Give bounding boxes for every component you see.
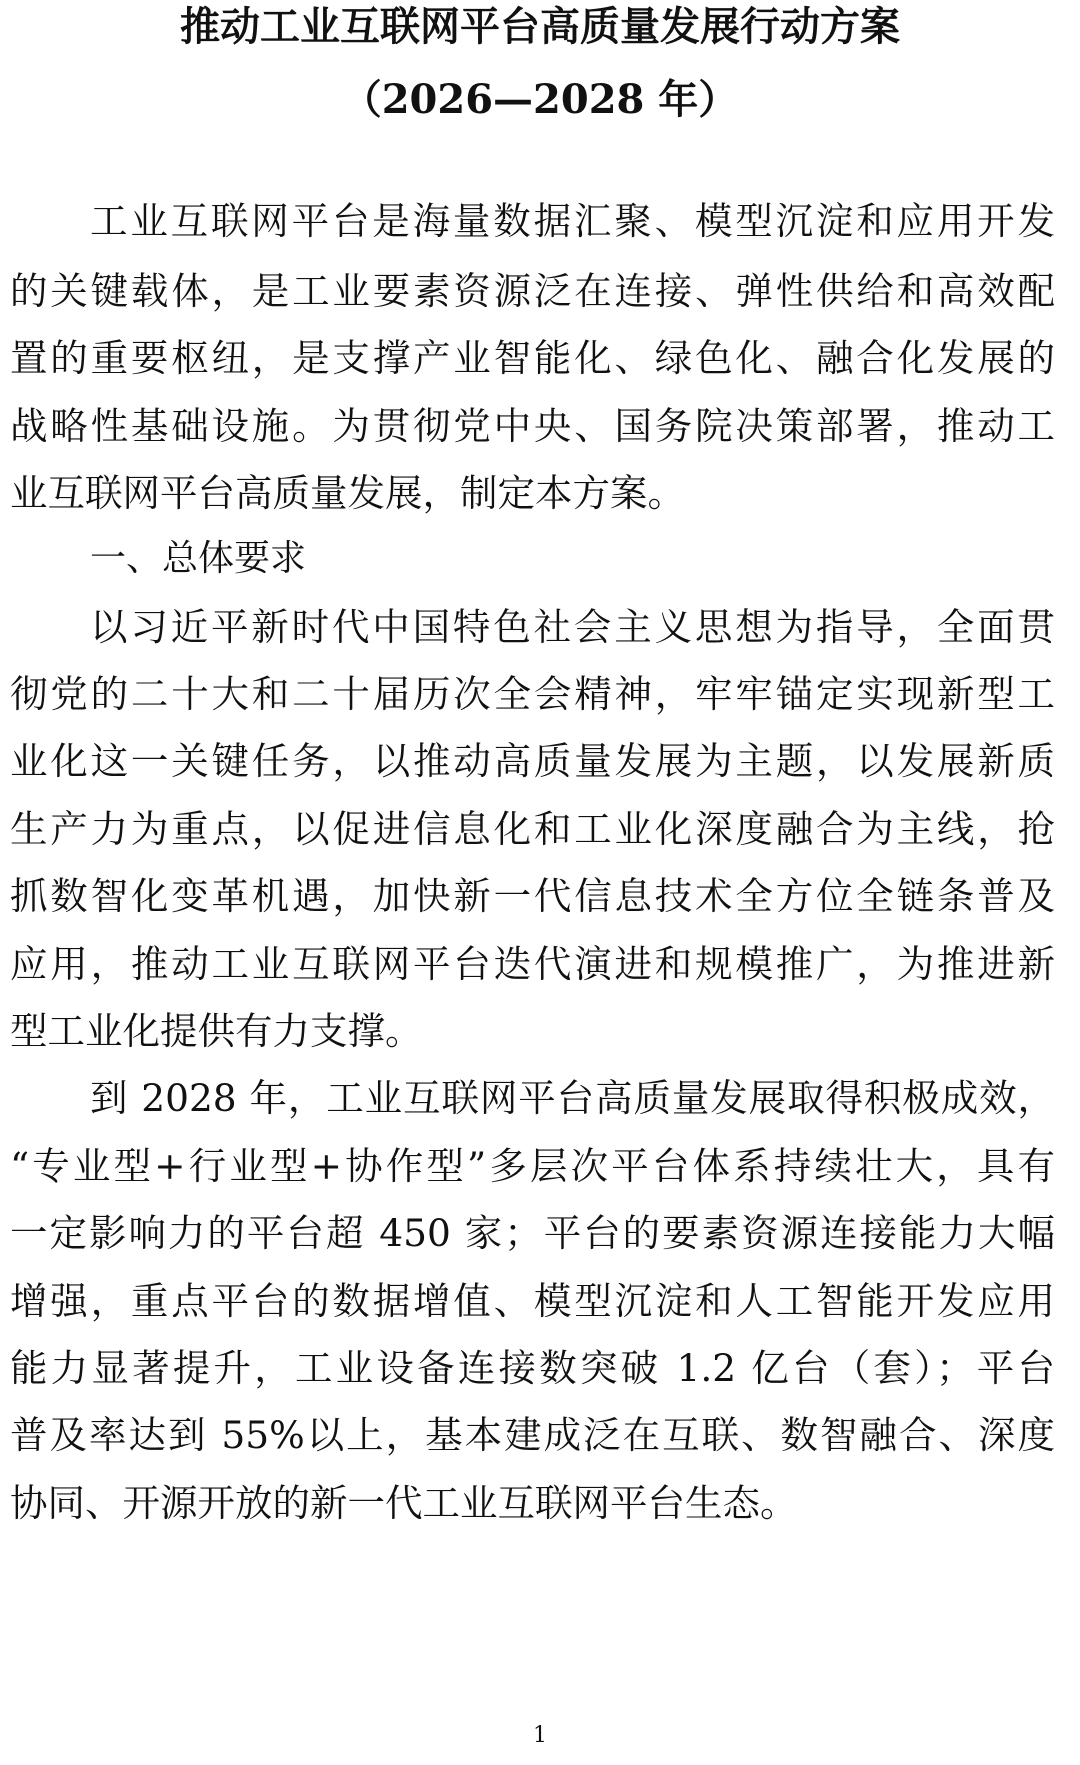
paragraph-1-line: 战略性基础设施。为贯彻党中央、国务院决策部署，推动工 bbox=[10, 404, 1055, 448]
paragraph-3-line: 增强，重点平台的数据增值、模型沉淀和人工智能开发应用 bbox=[10, 1279, 1055, 1323]
section-heading: 一、总体要求 bbox=[90, 538, 307, 579]
paragraph-3-line: 能力显著提升，工业设备连接数突破 1.2 亿台（套）；平台 bbox=[10, 1346, 1055, 1390]
paragraph-2-line: 生产力为重点，以促进信息化和工业化深度融合为主线，抢 bbox=[10, 807, 1055, 851]
paragraph-1-line: 的关键载体，是工业要素资源泛在连接、弹性供给和高效配 bbox=[10, 269, 1055, 313]
paragraph-2-line: 型工业化提供有力支撑。 bbox=[10, 1009, 423, 1053]
document-title: 推动工业互联网平台高质量发展行动方案 bbox=[180, 3, 900, 50]
paragraph-1-line: 工业互联网平台是海量数据汇聚、模型沉淀和应用开发 bbox=[90, 199, 1055, 243]
paragraph-1-line: 置的重要枢纽，是支撑产业智能化、绿色化、融合化发展的 bbox=[10, 336, 1055, 380]
paragraph-2-line: 抓数智化变革机遇，加快新一代信息技术全方位全链条普及 bbox=[10, 874, 1055, 918]
paragraph-2-line: 彻党的二十大和二十届历次全会精神，牢牢锚定实现新型工 bbox=[10, 672, 1055, 716]
document-subtitle: （2026—2028 年） bbox=[341, 76, 739, 123]
paragraph-3-line: “专业型+行业型+协作型”多层次平台体系持续壮大，具有 bbox=[10, 1144, 1055, 1188]
paragraph-2-line: 以习近平新时代中国特色社会主义思想为指导，全面贯 bbox=[90, 605, 1055, 649]
paragraph-3-line: 协同、开源开放的新一代工业互联网平台生态。 bbox=[10, 1481, 798, 1525]
paragraph-3-line: 一定影响力的平台超 450 家；平台的要素资源连接能力大幅 bbox=[10, 1211, 1055, 1255]
paragraph-2-line: 应用，推动工业互联网平台迭代演进和规模推广，为推进新 bbox=[10, 942, 1055, 986]
paragraph-2-line: 业化这一关键任务，以推动高质量发展为主题，以发展新质 bbox=[10, 739, 1055, 783]
paragraph-3-line: 到 2028 年，工业互联网平台高质量发展取得积极成效， bbox=[90, 1076, 1055, 1120]
paragraph-3-line: 普及率达到 55%以上，基本建成泛在互联、数智融合、深度 bbox=[10, 1413, 1055, 1457]
page-number: 1 bbox=[533, 1723, 547, 1748]
paragraph-1-line: 业互联网平台高质量发展，制定本方案。 bbox=[10, 471, 685, 515]
